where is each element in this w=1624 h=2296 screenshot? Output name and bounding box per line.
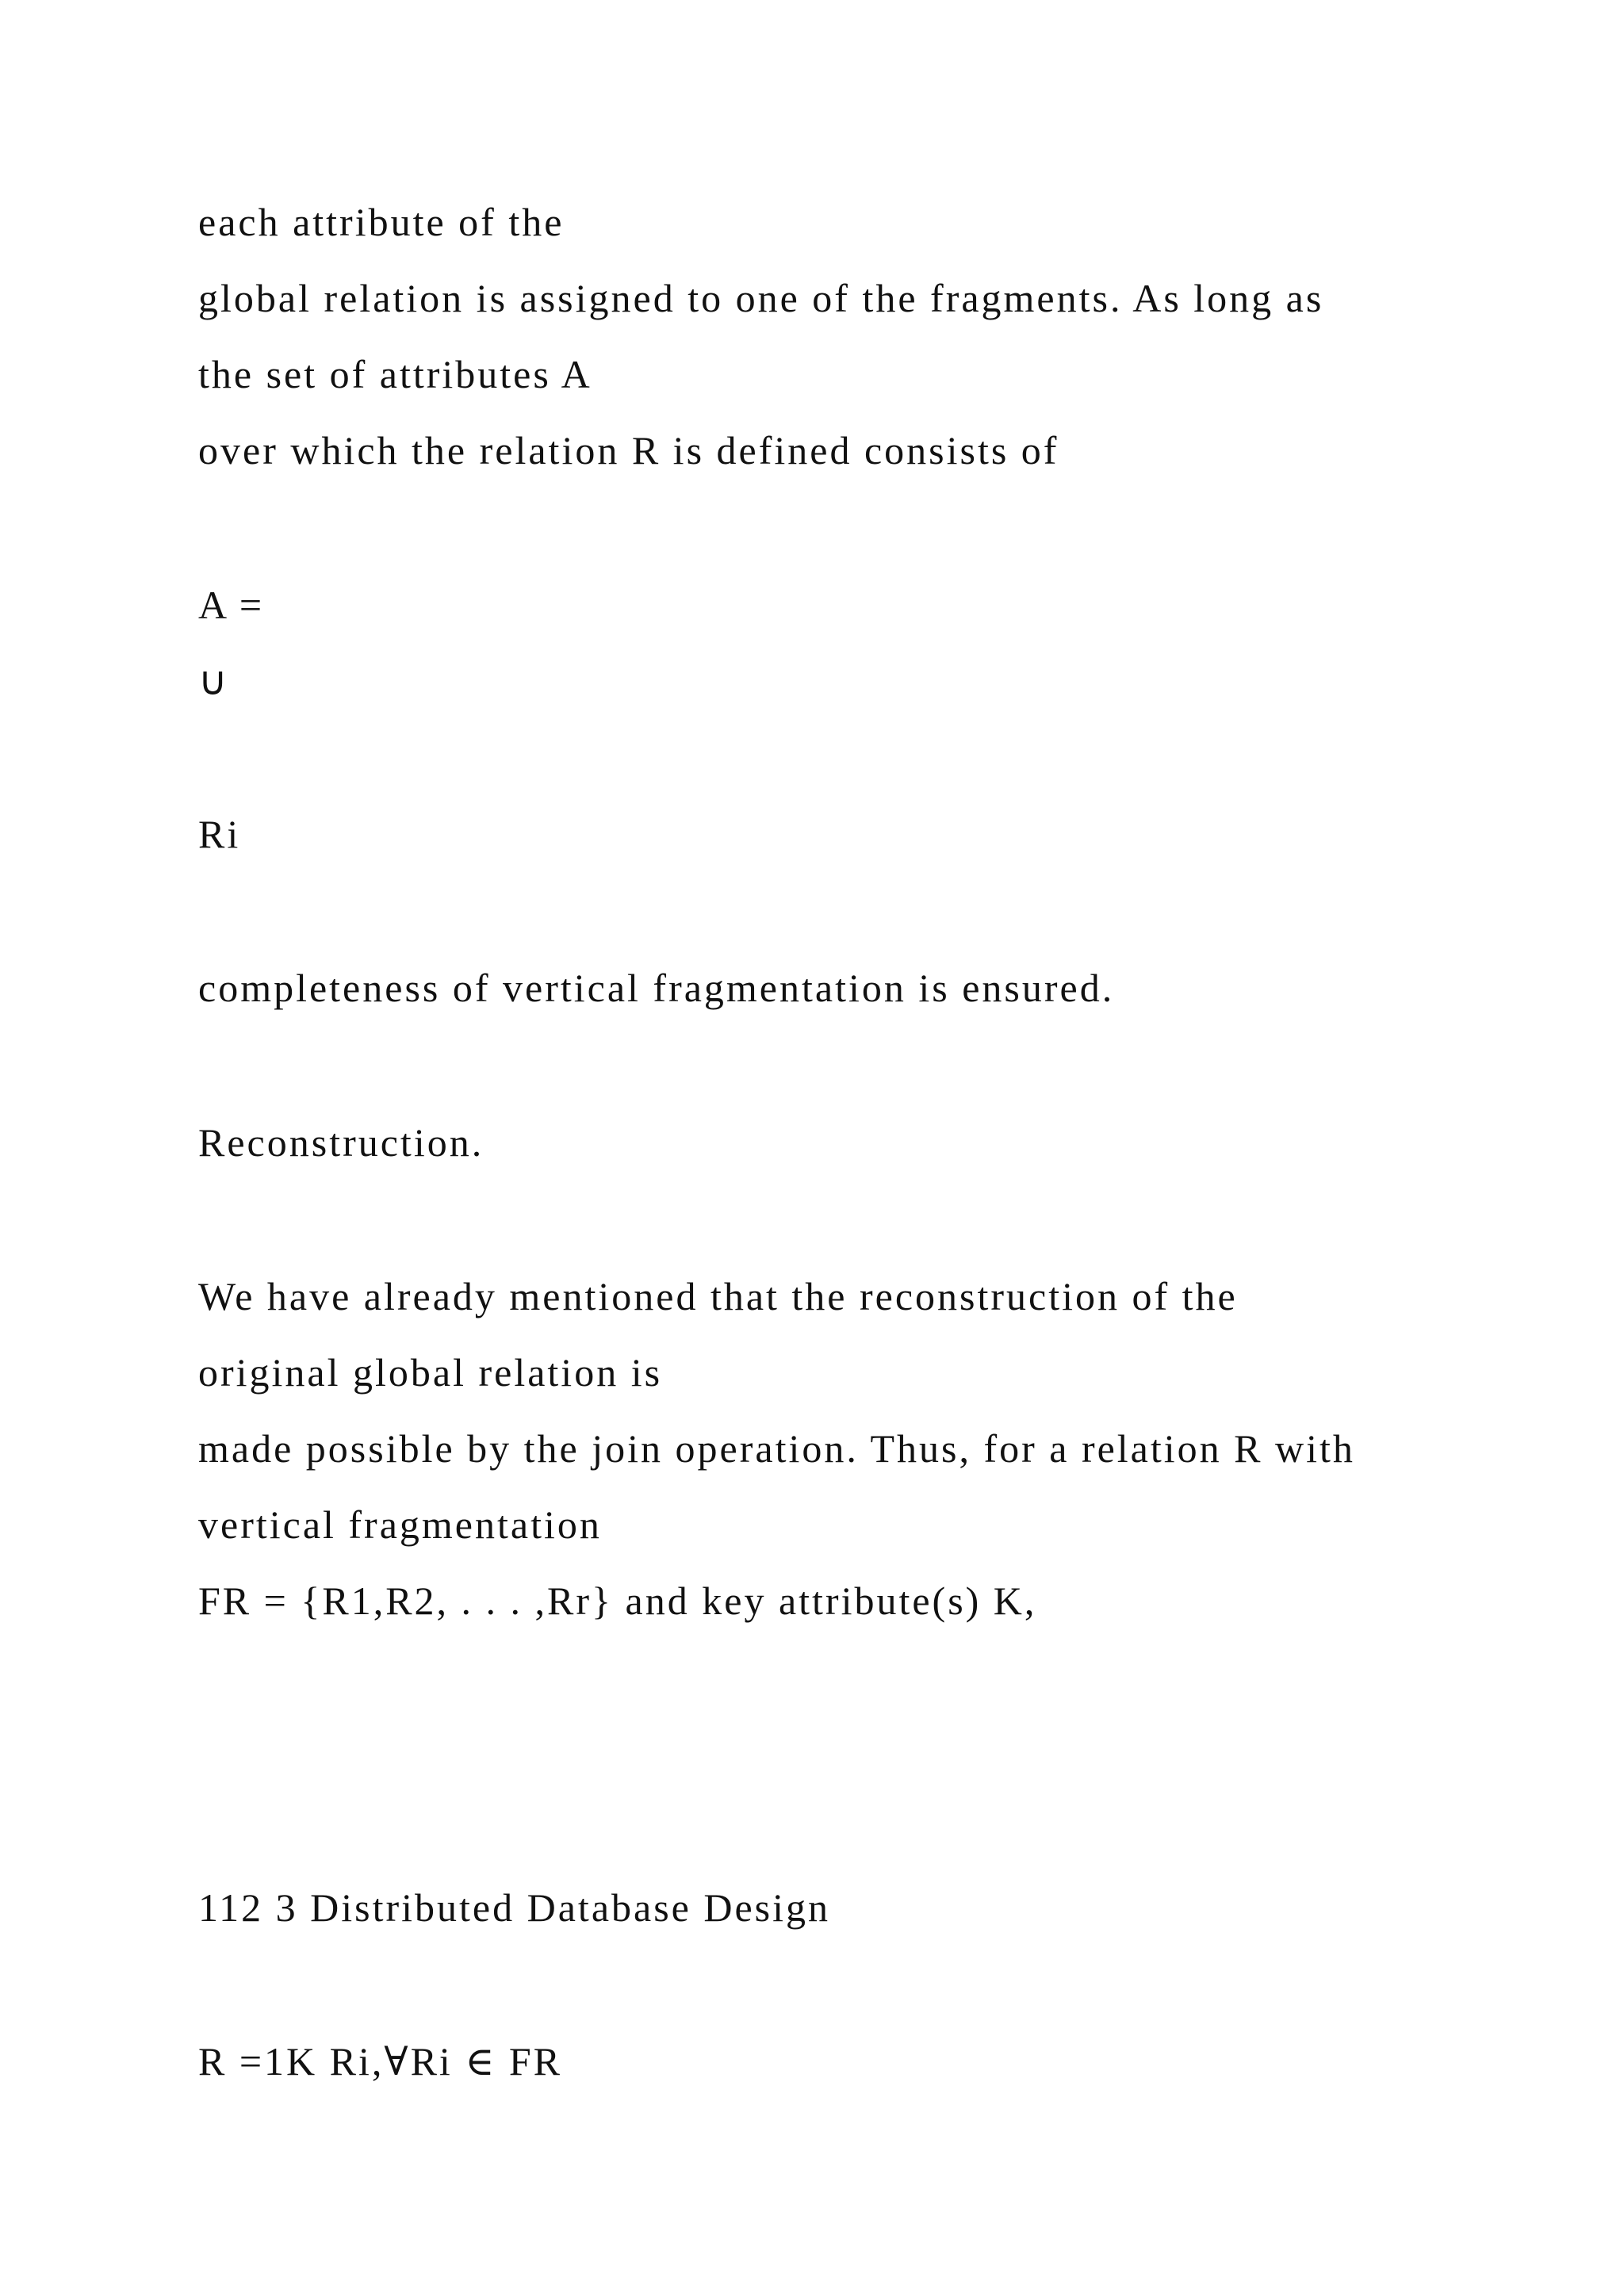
text-line: FR = {R1,R2, . . . ,Rr} and key attribute(s) K, [198, 1578, 1037, 1623]
formula-line: Ri [198, 812, 241, 856]
text-line: the set of attributes A [198, 352, 592, 396]
text-line: over which the relation R is defined consists of [198, 428, 1059, 473]
text-line: We have already mentioned that the reconstruction of the [198, 1274, 1238, 1318]
union-symbol: ∪ [198, 658, 228, 704]
text-line: made possible by the join operation. Thus, for a relation R with [198, 1426, 1355, 1471]
text-line: vertical fragmentation [198, 1502, 602, 1547]
text-line: global relation is assigned to one of the fragments. As long as [198, 276, 1324, 320]
text-line: completeness of vertical fragmentation is ensured. [198, 966, 1115, 1010]
section-heading: Reconstruction. [198, 1120, 485, 1165]
formula-line: R =1K Ri,∀Ri ∈ FR [198, 2039, 562, 2084]
text-line: original global relation is [198, 1350, 663, 1395]
formula-line: A = [198, 583, 265, 627]
page-header: 112 3 Distributed Database Design [198, 1885, 830, 1930]
text-line: each attribute of the [198, 200, 565, 244]
